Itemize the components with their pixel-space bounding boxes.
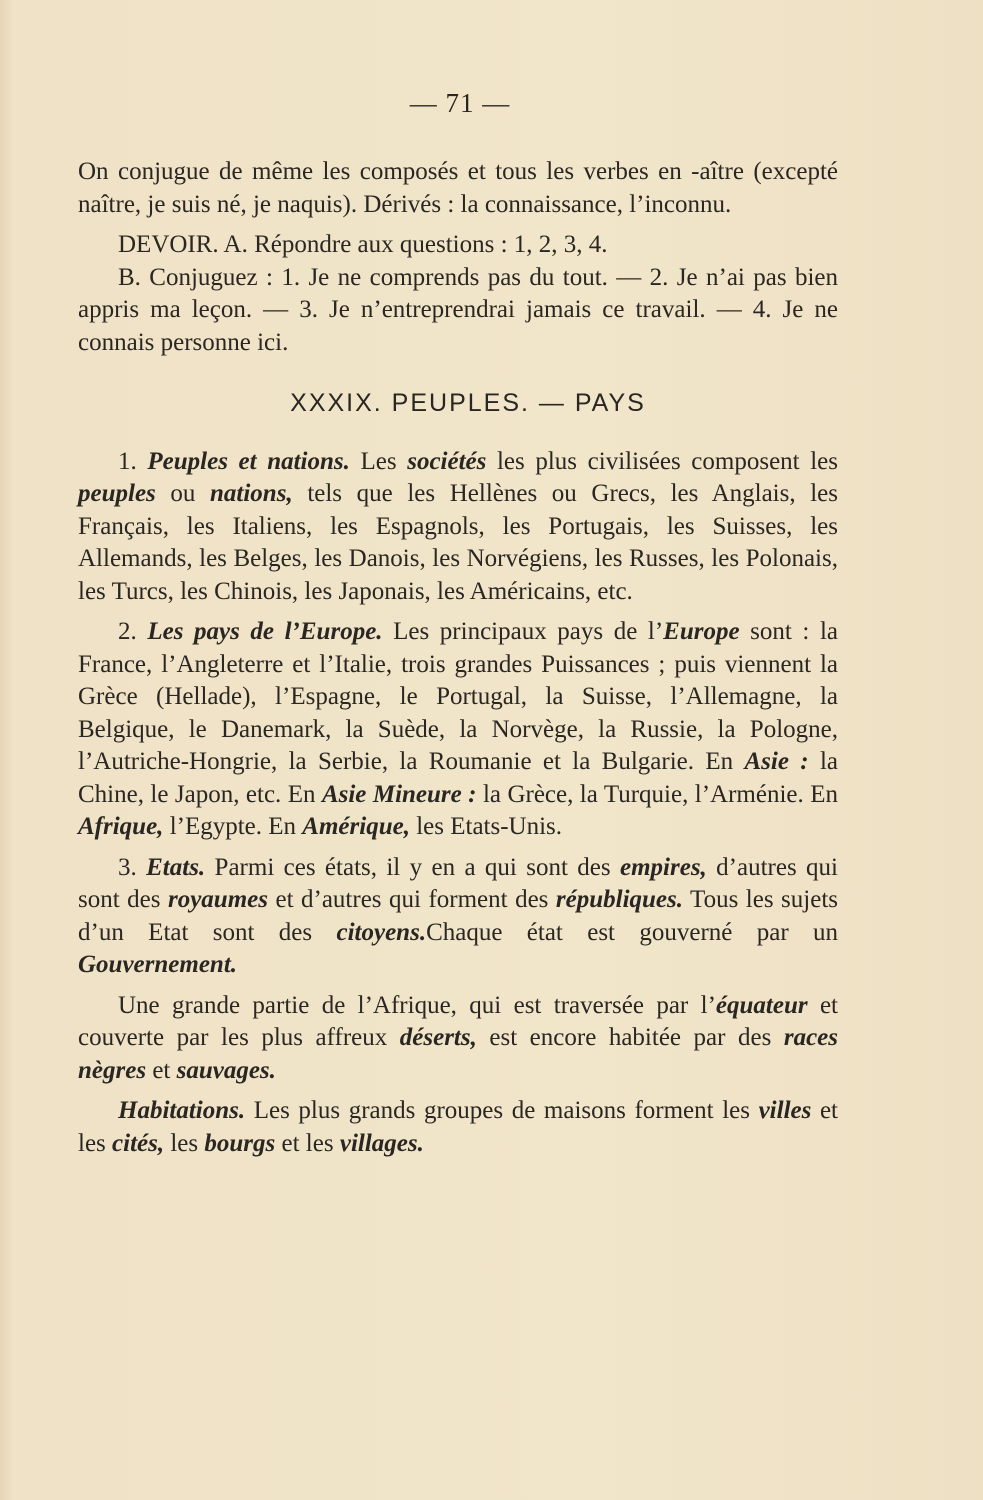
paragraph-conjugation: On conjugue de même les composés et tous les verbes en -aître (excepté naître, je suis né, je naquis). Dérivés : la connaissance, l’inconnu. (78, 158, 838, 218)
paragraph-devoir-a (78, 229, 838, 262)
item-number: 3. (118, 853, 147, 881)
keyword: Asie : (744, 748, 809, 775)
text-run: et les (78, 1097, 838, 1157)
paragraph-devoir-b: B. Conjuguez : 1. Je ne comprends pas du tout. — 2. Je n’ai pas bien appris ma leçon. — 3. Je n’entreprendrai jamais ce travail. — 4. Je ne connais personne ici. (78, 263, 838, 356)
section-heading: XXXIX. PEUPLES. — PAYS (290, 389, 646, 417)
text-run: est encore habitée par des (476, 1024, 784, 1051)
keyword: peuples (78, 480, 156, 507)
keyword: races nègres (78, 1024, 838, 1084)
text-run: sont : la France, l’Angleterre et l’Italie, trois grandes Puissances ; puis viennent la Grèce (Hellade), l’Espagne, le Portugal, la Suisse, l’Allemagne, la Belgique, le Danemark, la Suède, la Norvège, la Russie, la Pologne, l’Autriche-Hongrie, la Serbie, la Roumanie et la Bulgarie. En (78, 618, 838, 775)
text-run: la Grèce, la Turquie, l’Arménie. En (476, 780, 838, 808)
keyword: Amérique, (302, 813, 410, 840)
keyword: Asie Mineure : (321, 780, 477, 808)
keyword: cités, (112, 1129, 165, 1157)
keyword: villes (758, 1097, 812, 1124)
keyword: républiques. (555, 886, 684, 913)
keyword: déserts, (399, 1024, 477, 1051)
keyword: nations, (210, 480, 293, 507)
text-run: et (146, 1056, 177, 1084)
text-run: et les (275, 1129, 340, 1157)
text-run: les Etats-Unis. (409, 813, 563, 840)
item-title: Les pays de l’Europe. (147, 618, 383, 645)
page-number: — 71 — (409, 88, 511, 118)
keyword: sociétés (407, 447, 487, 475)
text-run: les plus civilisées composent les (486, 447, 839, 475)
text-run: et couverte par les plus affreux (78, 991, 839, 1051)
keyword: royaumes (167, 886, 268, 913)
text-run: Une grande partie de l’Afrique, qui est traversée par l’ (118, 991, 716, 1019)
keyword: villages. (339, 1129, 424, 1157)
paragraph-peuples (78, 446, 838, 609)
item-title: Peuples et nations. (147, 447, 350, 475)
devoir-a-text: A. Répondre aux questions : 1, 2, 3, 4. (218, 231, 608, 258)
item-title: Habitations. (118, 1097, 246, 1124)
text-run: Les plus grands groupes de maisons forment les (245, 1097, 759, 1124)
text-run: l’Egypte. En (163, 813, 303, 840)
keyword: sauvages. (176, 1056, 276, 1084)
text-run: les (164, 1129, 205, 1157)
keyword: empires, (620, 853, 707, 881)
text-run: et d’autres qui forment des (267, 886, 556, 913)
text-run: tels que les Hellènes ou Grecs, les Anglais, les Français, les Italiens, les Espagnols, les Portugais, les Suisses, les Allemands, les Belges, les Danois, les Norvégiens, les Russes, les Polonais, les Turcs, les Chinois, les Japonais, les Américains, etc. (78, 480, 838, 605)
devoir-label: DEVOIR. (118, 231, 219, 258)
keyword: bourgs (204, 1129, 276, 1157)
paragraph-pays-europe (78, 616, 838, 844)
keyword: Gouvernement. (78, 951, 238, 978)
text-run: la Chine, le Japon, etc. En (78, 748, 838, 808)
text-run: Parmi ces états, il y en a qui sont des (205, 853, 620, 881)
item-number: 1. (118, 447, 148, 475)
keyword: citoyens. (336, 918, 427, 946)
text-run: Les principaux pays de l’ (382, 618, 664, 645)
text-run: Chaque état est gouverné par un (426, 918, 838, 946)
paragraph-habitations (78, 1095, 838, 1160)
keyword: Europe (663, 618, 740, 645)
text-run: Tous les sujets d’un Etat sont des (78, 886, 839, 946)
paragraph-etats (78, 852, 838, 982)
item-number: 2. (118, 618, 148, 645)
item-title: Etats. (146, 853, 206, 881)
text-run: ou (155, 480, 211, 507)
text-column (78, 156, 838, 1160)
keyword: équateur (715, 991, 808, 1019)
paragraph-afrique (78, 990, 838, 1088)
keyword: Afrique, (78, 813, 164, 840)
text-run: d’autres qui sont des (78, 853, 839, 913)
text-run: Les (349, 447, 408, 475)
